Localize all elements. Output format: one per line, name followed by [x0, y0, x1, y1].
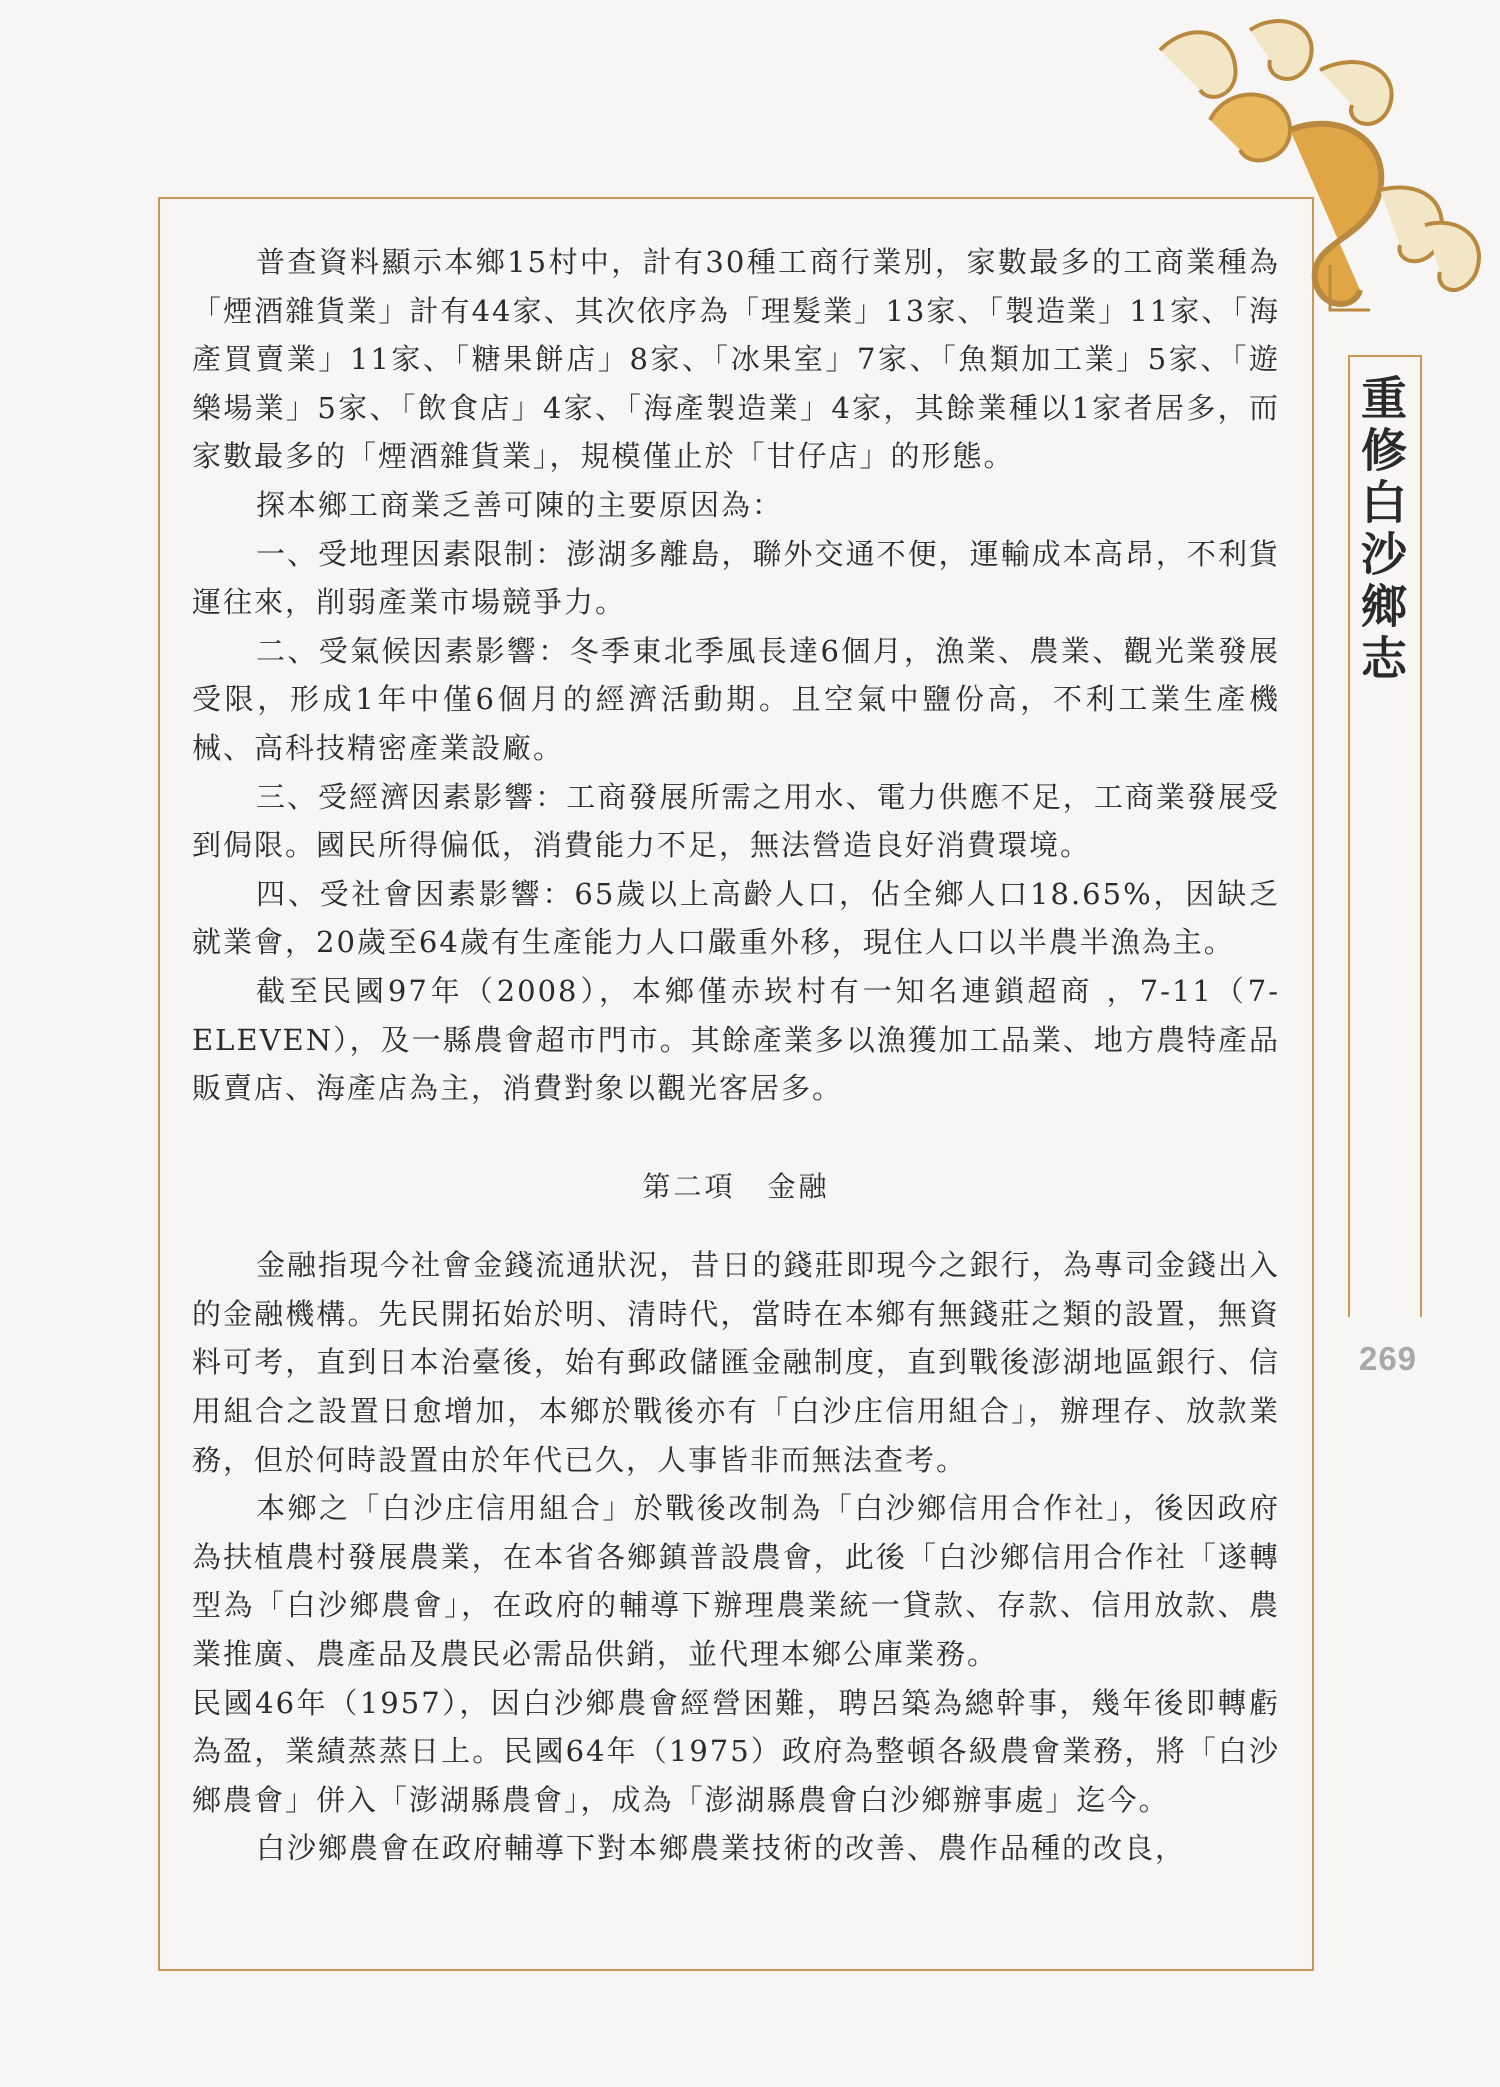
body-text — [192, 238, 1280, 1873]
section-title: 金融 — [767, 1169, 830, 1203]
paragraph: 探本鄉工商業乏善可陳的主要原因為： — [256, 487, 784, 522]
paragraph: 本鄉之「白沙庄信用組合」於戰後改制為「白沙鄉信用合作社」，後因政府為扶植農村發展農業，在本省各鄉鎮普設農會，此後「白沙鄉信用合作社「遂轉型為「白沙鄉農會」，在政府的輔導下辦理農業統一貸款、存款、信用放款、農業推廣、農產品及農民必需品供銷，並代理本鄉公庫業務。 — [192, 1491, 1280, 1672]
paragraph: 截至民國97年（2008），本鄉僅赤崁村有一知名連鎖超商 ，7-11（7-ELEVEN），及一縣農會超市門市。其餘產業多以漁獲加工品業、地方農特產品販賣店、海產店為主，消費對象以觀光客居多。 — [192, 973, 1280, 1106]
paragraph: 一、受地理因素限制：澎湖多離島，聯外交通不便，運輸成本高昂，不利貨運往來，削弱產業市場競爭力。 — [192, 536, 1280, 620]
paragraph: 白沙鄉農會在政府輔導下對本鄉農業技術的改善、農作品種的改良， — [256, 1831, 1187, 1866]
paragraph: 三、受經濟因素影響：工商發展所需之用水、電力供應不足，工商業發展受到侷限。國民所得偏低，消費能力不足，無法營造良好消費環境。 — [192, 779, 1280, 863]
paragraph: 金融指現今社會金錢流通狀況，昔日的錢莊即現今之銀行，為專司金錢出入的金融機構。先民開拓始於明、清時代，當時在本鄉有無錢莊之類的設置，無資料可考，直到日本治臺後，始有郵政儲匯金融制度，直到戰後澎湖地區銀行、信用組合之設置日愈增加，本鄉於戰後亦有「白沙庄信用組合」，辦理存、放款業務，但於何時設置由於年代已久，人事皆非而無法查考。 — [192, 1248, 1280, 1477]
paragraph: 二、受氣候因素影響：冬季東北季風長達6個月，漁業、農業、觀光業發展受限，形成1年中僅6個月的經濟活動期。且空氣中鹽份高，不利工業生產機械、高科技精密產業設廠。 — [192, 633, 1280, 765]
section-heading — [192, 1163, 1280, 1212]
paragraph: 普查資料顯示本鄉15村中，計有30種工商行業別，家數最多的工商業種為「煙酒雜貨業」計有44家、其次依序為「理髮業」13家、「製造業」11家、「海產買賣業」11家、「糖果餅店」8家、「冰果室」7家、「魚類加工業」5家、「遊樂場業」5家、「飲食店」4家、「海產製造業」4家，其餘業種以1家者居多，而家數最多的「煙酒雜貨業」，規模僅止於「甘仔店」的形態。 — [192, 245, 1280, 474]
paragraph: 四、受社會因素影響：65歲以上高齡人口，佔全鄉人口18.65%，因缺乏就業會，20歲至64歲有生產能力人口嚴重外移，現住人口以半農半漁為主。 — [192, 876, 1280, 960]
section-number: 第二項 — [642, 1169, 736, 1203]
page-number: 269 — [1358, 1340, 1418, 1377]
book-title: 重修白沙鄉志 — [1354, 374, 1408, 686]
paragraph: 民國46年（1957），因白沙鄉農會經營困難，聘呂築為總幹事，幾年後即轉虧為盈，業績蒸蒸日上。民國64年（1975）政府為整頓各級農會業務，將「白沙鄉農會」併入「澎湖縣農會」，成為「澎湖縣農會白沙鄉辦事處」迄今。 — [192, 1685, 1280, 1817]
